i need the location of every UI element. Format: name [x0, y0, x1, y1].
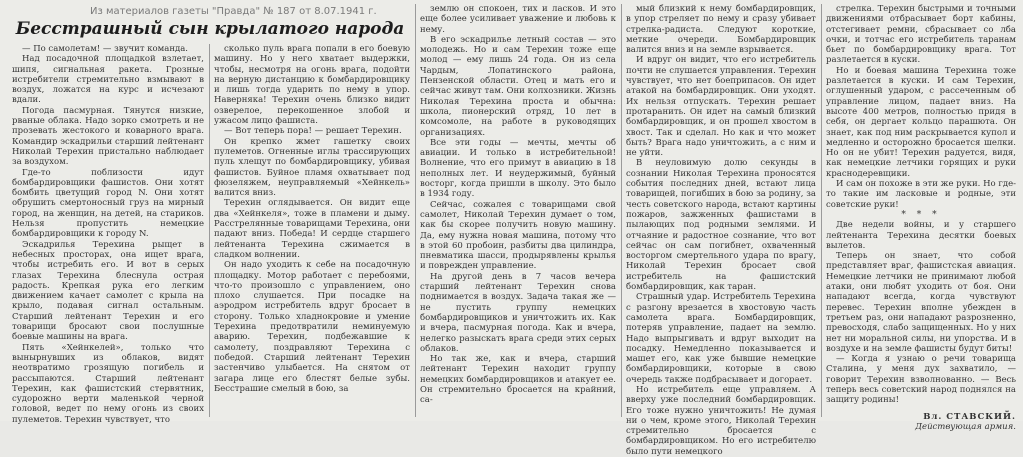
column-rule: [209, 44, 210, 417]
article-column-2: [214, 44, 410, 418]
article-paragraph: Сейчас, сожалея с товарищами свой самолет, Николай Терехин думает о том, как бы скорее получить новую машину. Да, ему нужна новая машина, потому что в этой 60 пробоин, разбиты два цилиндра, пневматика шасси, продырявлены крылья и поврежден управление.: [420, 199, 616, 272]
article-headline: Бесстрашный сын крылатого народа: [15, 19, 405, 39]
article-paragraph: сколько пуль врага попали в его боевую машину. Но у него хватает выдержки, чтобы, несмотря на огонь врага, подойти на верную дистанцию к бомбардировщику и лишь тогда ударить по нему в упор. Наверняка! Терехин очень близко видит озверелое, перекошенное злобой и ужасом лицо фашиста.: [214, 44, 410, 127]
article-paragraph: В неуловимую долю секунды в сознании Николая Терехина проносятся события последних дней, встают лица товарищей, погибших в бою за родину, за честь советского народа, встают картины пожаров, зажженных фашистами в пылающих под родными землями. И отчаяние и радостное сознание, что вот сейчас он сам погибнет, охваченный восторгом смертельного удара по врагу, Николай Терехин бросает свой истребитель на фашистский бомбардировщик, как таран.: [626, 158, 816, 293]
article-paragraph: И вдруг он видит, что его истребитель почти не слушается управления. Терехин чувствует, что нет боеприпасов. Он идет атакой на бомбардировщик. Они уходят. Их нельзя отпускать. Терехин решает протаранить. Он идет на самый близкий бомбардировщик, и он прошел хвостом в хвост. Так и сделал. Но как и что может быть? Врага надо уничтожить, а с ним и не уйти.: [626, 55, 816, 159]
article-column-1: [12, 44, 204, 425]
article-column-3: [420, 4, 616, 418]
source-caption: Из материалов газеты "Правда" № 187 от 8.07.1941 г.: [90, 6, 377, 17]
author-location: Действующая армия.: [915, 421, 1016, 432]
article-paragraph: землю он спокоен, тих и ласков. И это еще более усиливает уважение и любовь к нему.: [420, 4, 616, 35]
article-paragraph: — Вот теперь пора! — решает Терехин.: [224, 126, 402, 137]
article-paragraph: Над посадочной площадкой взлетает, шипя, сигнальная ракета. Грозные истребители стремительно взмывают в воздух, ложатся на курс и исчезают вдали.: [12, 54, 204, 106]
article-paragraph: Теперь он знает, что собой представляет враг, фашистская авиация. Немецкие летчики не принимают любой атаки, они любят уходить от боя. Они нападают всегда, когда чувствуют перевес. Терехин вполне убежден в третьем раз, они нападают разрозненно, превосходя, слабо защищенных. Но у них нет ни моральной силы, ни упорства. И в воздухе и на земле фашисты будут биты!: [826, 251, 1016, 354]
article-paragraph: Эскадрилья Терехина рыщет в небесных просторах, она ищет врага, чтобы истребить его. И вот в серых глазах Терехина блеснула острая радость. Крепкая рука его легким движением качает самолет с крыла на крыло, подавая сигнал остальным. Старший лейтенант Терехин и его товарищи бросают свои послушные боевые машины на врага.: [12, 239, 204, 343]
article-paragraph: И сам он похоже в эти же руки. Но где-то такие им ласковые и родные, эти советские руки!: [826, 179, 1016, 210]
column-rule: [621, 4, 622, 417]
article-paragraph: Две недели войны, и у старшего лейтенанта Терехина десятки боевых вылетов.: [826, 220, 1016, 251]
article-paragraph: Но истребитель еще управляем. А вверху уже последний бомбардировщик. Его тоже нужно уничтожить! Не думая ни о чем, кроме этого, Николай Терехин стремительно бросается с бомбардировщиком. Но его истребителю было пути немецкого: [626, 384, 816, 457]
article-paragraph: На другой день в 7 часов вечера старший лейтенант Терехин снова поднимается в воздух. Задача такая же — не пустить группу немецких бомбардировщиков и уничтожить их. Как и вчера, пасмурная погода. Как и вчера, нелегко разыскать врага среди этих серых облаков.: [420, 271, 616, 354]
column-rule: [415, 4, 416, 417]
article-paragraph: — По самолетам! — звучит команда.: [22, 44, 189, 54]
article-paragraph: Но так же, как и вчера, старший лейтенант Терехин находит группу немецких бомбардировщиков и атакует ее. Он стремительно бросается на крайний, са-: [420, 354, 616, 406]
article-paragraph: * * *: [901, 209, 941, 220]
article-paragraph: Погода пасмурная. Тянутся низкие, рваные облака. Надо зорко смотреть и не прозевать жестокого и коварного врага. Командир эскадрильи старший лейтенант Николай Терехин пристально наблюдает за воздухом.: [12, 105, 204, 168]
article-paragraph: Но и боевая машина Терехина тоже разлетается в куски. И сам Терехин, оглушенный ударом, с рассеченным об управление лицом, падает вниз. На высоте 400 метров, полностью придя в себя, он дергает кольцо парашюта. Он знает, как под ним раскрывается купол и медленно и осторожно бросается шелки. Но он не убит! Терехин радуется, видя, как немецкие летчики горящих и руки краснодеревщики.: [826, 65, 1016, 179]
article-paragraph: Он крепко жмет гашетку своих пулеметов. Огненные иглы трассирующих пуль хлещут по бомбардировщику, убивая фашистов. Буйное пламя охватывает под фюзеляжем, неуправляемый «Хейнкель» валится вниз.: [214, 136, 410, 199]
article-paragraph: Терехин оглядывается. Он видит еще два «Хейнкеля», тоже в пламени и дыму. Расстрелянные товарищами Терехина, они падают вниз. Победа! И сердце старшего лейтенанта Терехина сжимается в сладком волнении.: [214, 198, 410, 260]
column-rule: [821, 4, 822, 417]
article-paragraph: Страшный удар. Истребитель Терехина с разгону врезается в хвостовую часть самолета врага. Бомбардировщик, потеряв управление, падает на землю. Надо выпрыгивать и вдруг выходит на посадку. Немедленно показывается и машет его, как уже бывшие немецкие бомбардировщики, которые в свою очередь также подбрасывает и догорает.: [626, 292, 816, 385]
article-paragraph: мый близкий к нему бомбардировщик, в упор стреляет по нему и сразу убивает стрелка-радиста. Следуют короткие, меткие очереди. Бомбардировщик валится вниз и на земле взрывается.: [626, 4, 816, 56]
article-column-5: [826, 4, 1016, 432]
article-paragraph: Где-то поблизости идут бомбардировщики фашистов. Они хотят бомбить цветущий город N. Они хотят обрушить смертоносный груз на мирный город, на женщин, на детей, на стариков. Нельзя пропустить немецкие бомбардировщики к городу N.: [12, 167, 204, 240]
article-paragraph: Все эти годы — мечты, мечты об авиации. И только в истребительной! Волнение, что его примут в авиацию в 18 неполных лет. И неудержимый, буйный восторг, когда пришли в школу. Это было в 1934 году.: [420, 137, 616, 200]
article-paragraph: В его эскадрилье летный состав — это молодежь. Но и сам Терехин тоже еще молод — ему лишь 24 года. Он из села Чардым, Лопатинского района, Пензенской области. Отец и мать его и сейчас живут там. Они колхозники. Жизнь Николая Терехина проста и обычна: школа, пионерский отряд, 10 лет в комсомоле, на работе в руководящих организациях.: [420, 34, 616, 138]
article-paragraph: Он надо уходить к себе на посадочную площадку. Мотор работает с перебоями, что-то произошло с управлением, оно плохо слушается. При посадке на аэродром истребитель вдруг бросает в сторону. Только хладнокровие и умение Терехина предотвратили неминуемую аварию. Терехин, подбежавшие к самолету, поздравляют Терехина с победой. Старший лейтенант Терехин застенчиво улыбается. На снятом от загара лице его блестят белые зубы. Бесстрашие смелый в бою, за: [214, 260, 410, 394]
article-column-4: [626, 4, 816, 457]
article-paragraph: — Когда я узнаю о речи товарища Сталина, у меня дух захватило, — говорит Терехин взволнованно. — Весь теперь весь советский народ поднялся на защиту родины!: [826, 354, 1016, 406]
author-signature: Вл. СТАВСКИЙ.: [923, 411, 1016, 422]
article-paragraph: стрелка. Терехин быстрыми и точными движениями отбрасывает борт кабины, отстегивает ремни, сбрасывает со лба очки, и тотчас его истребитель таранам бьет по бомбардировщику врага. Тот разлетается в куски.: [826, 4, 1016, 66]
article-paragraph: Пять «Хейнкелей», только что вынырнувших из облаков, видят неотвратимо грозящую погибель и рассыпаются. Старший лейтенант Терехин, как фашистский стервятник, судорожно верти маленькой черной головой, ведет по нему огонь из своих пулеметов. Терехин чувствует, что: [12, 342, 204, 425]
